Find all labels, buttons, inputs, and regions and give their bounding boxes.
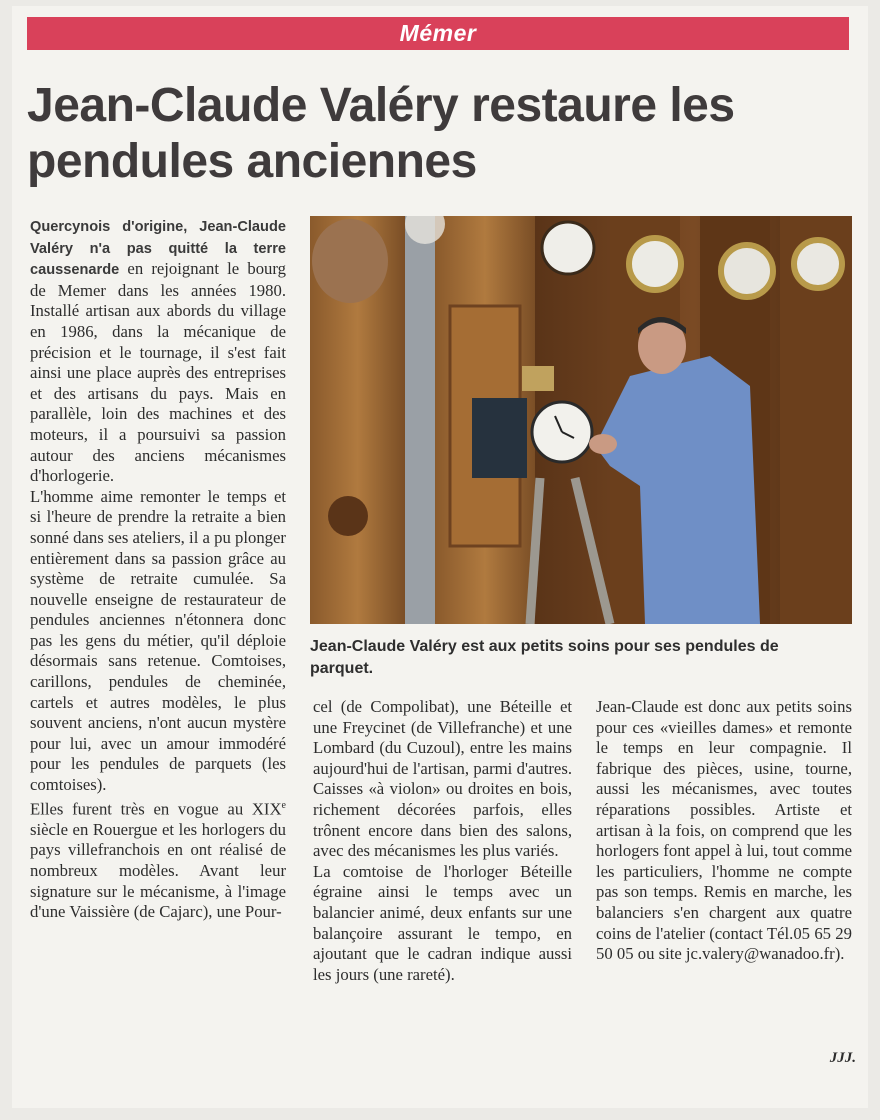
paragraph-2: L'homme aime remonter le temps et si l'heure de prendre la retraite a bien sonné dans ses ateliers, il a pu plonger entièrement dans sa passion grâce au système de retraite cumulée. Sa nouvelle enseigne de restaurateur de pendules anciennes n'étonnera donc pas les gens du métier, qu'il déploie désormais sans retenue. Comtoises, carillons, pendules de cheminée, cartels et autres modèles, le plus souvent anciens, n'ont aucun mystère pour lui, avec un amour immodéré pour les pendules de parquets (les comtoises). (30, 486, 286, 795)
clock-face (542, 222, 594, 274)
article-column-2 (313, 697, 572, 985)
century-superscript: e (281, 799, 286, 811)
paragraph-3-start: Elles furent très en vogue au XIX (30, 799, 282, 819)
paragraph-3 (30, 796, 286, 923)
photo-caption: Jean-Claude Valéry est aux petits soins pour ses pendules de parquet. (310, 638, 779, 677)
section-title: Mémer (399, 20, 477, 46)
lead-text: Quercynois d'origine, Jean-Claude Valéry n'a pas quitté la terre caussenarde (30, 219, 286, 279)
article-column-1 (30, 216, 286, 923)
headline: Jean-Claude Valéry restaure les pendules anciennes (27, 79, 735, 188)
paragraph-4: cel (de Compolibat), une Béteille et une Freycinet (de Villefranche) et une Lombard (du Cuzoul), entre les mains aujourd'hui de l'artisan, parmi d'autres. Caisses «à violon» ou droites en bois, richement décorées parfois, elles trônent encore dans bien des salons, avec des mécanismes les plus variés. (313, 697, 572, 861)
article-photo (310, 216, 852, 624)
article-column-3 (596, 697, 852, 965)
paragraph-1 (30, 216, 286, 487)
clock-movement (472, 398, 527, 478)
paragraph-1-text: en rejoignant le bourg de Memer dans les années 1980. Installé artisan aux abords du village en 1986, dans la mécanique de précision et le tournage, il s'est fait ainsi une place auprès des entreprises et des artisans du pays. Mais en parallèle, loin des machines et des moteurs, il a poursuivi sa passion autour des anciens mécanismes d'horlogerie. (30, 259, 286, 486)
section-banner (27, 17, 849, 50)
paragraph-5: La comtoise de l'horloger Béteille égraine ainsi le temps avec un balancier animé, deux enfants sur une balançoire assurant le tempo, en ajoutant que le cadran indique aussi les jours (une rareté). (313, 861, 572, 984)
paragraph-3-end: siècle en Rouergue et les horlogers du pays villefranchois en ont réalisé de nombreux modèles. Avant leur signature sur le mécanisme, à l'image d'une Vaissière (de Cajarc), une Pour- (30, 819, 286, 922)
workshop-photo-illustration (310, 216, 852, 624)
paragraph-6: Jean-Claude est donc aux petits soins pour ces «vieilles dames» et remonte le temps en leur compagnie. Il fabrique des pièces, usine, tourne, aussi les mécanismes, avec toutes réparations possibles. Artiste et artisan à la fois, on comprend que les horlogers font appel à lui, tout comme les particuliers, l'homme ne compte pas son temps. Remis en marche, les balanciers s'en chargent aux quatre coins de l'atelier (contact Tél.05 65 29 50 05 ou site jc.valery@wanadoo.fr). (596, 697, 852, 964)
author-signature: JJJ. (829, 1050, 856, 1066)
